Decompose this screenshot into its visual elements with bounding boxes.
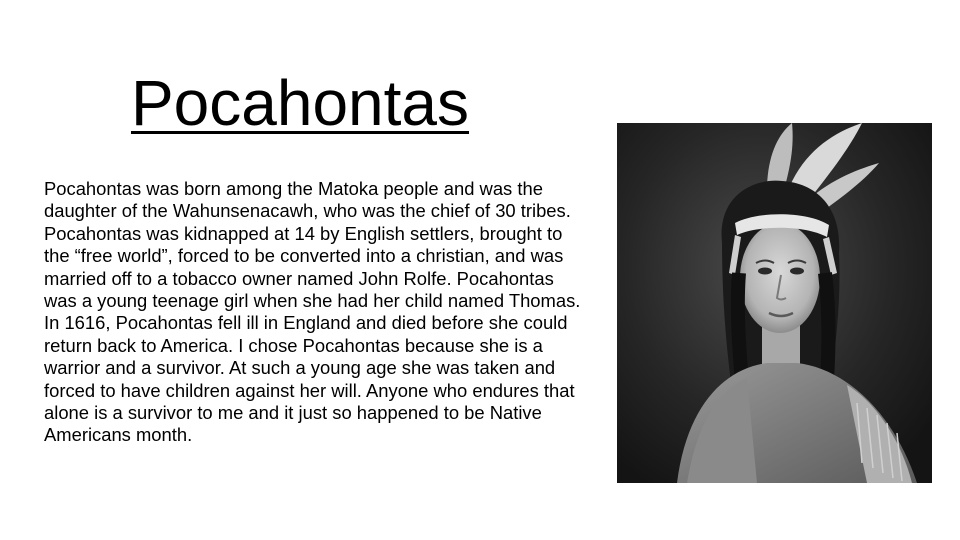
portrait-image — [617, 123, 932, 483]
slide-body-text: Pocahontas was born among the Matoka people and was the daughter of the Wahunsenacawh, who was the chief of 30 tribes. Pocahontas was kidnapped at 14 by English settlers, brought to the “free world”, forced to be converted into a christian, and was married off to a tobacco owner named John Rolfe. Pocahontas was a young teenage girl when she had her child named Thomas. In 1616, Pocahontas fell ill in England and died before she could return back to America. I chose Pocahontas because she is a warrior and a survivor. At such a young age she was taken and forced to have children against her will. Anyone who endures that alone is a survivor to me and it just so happened to be Native Americans month. — [44, 178, 581, 446]
portrait-photo-icon — [617, 123, 932, 483]
slide-title: Pocahontas — [130, 67, 470, 139]
